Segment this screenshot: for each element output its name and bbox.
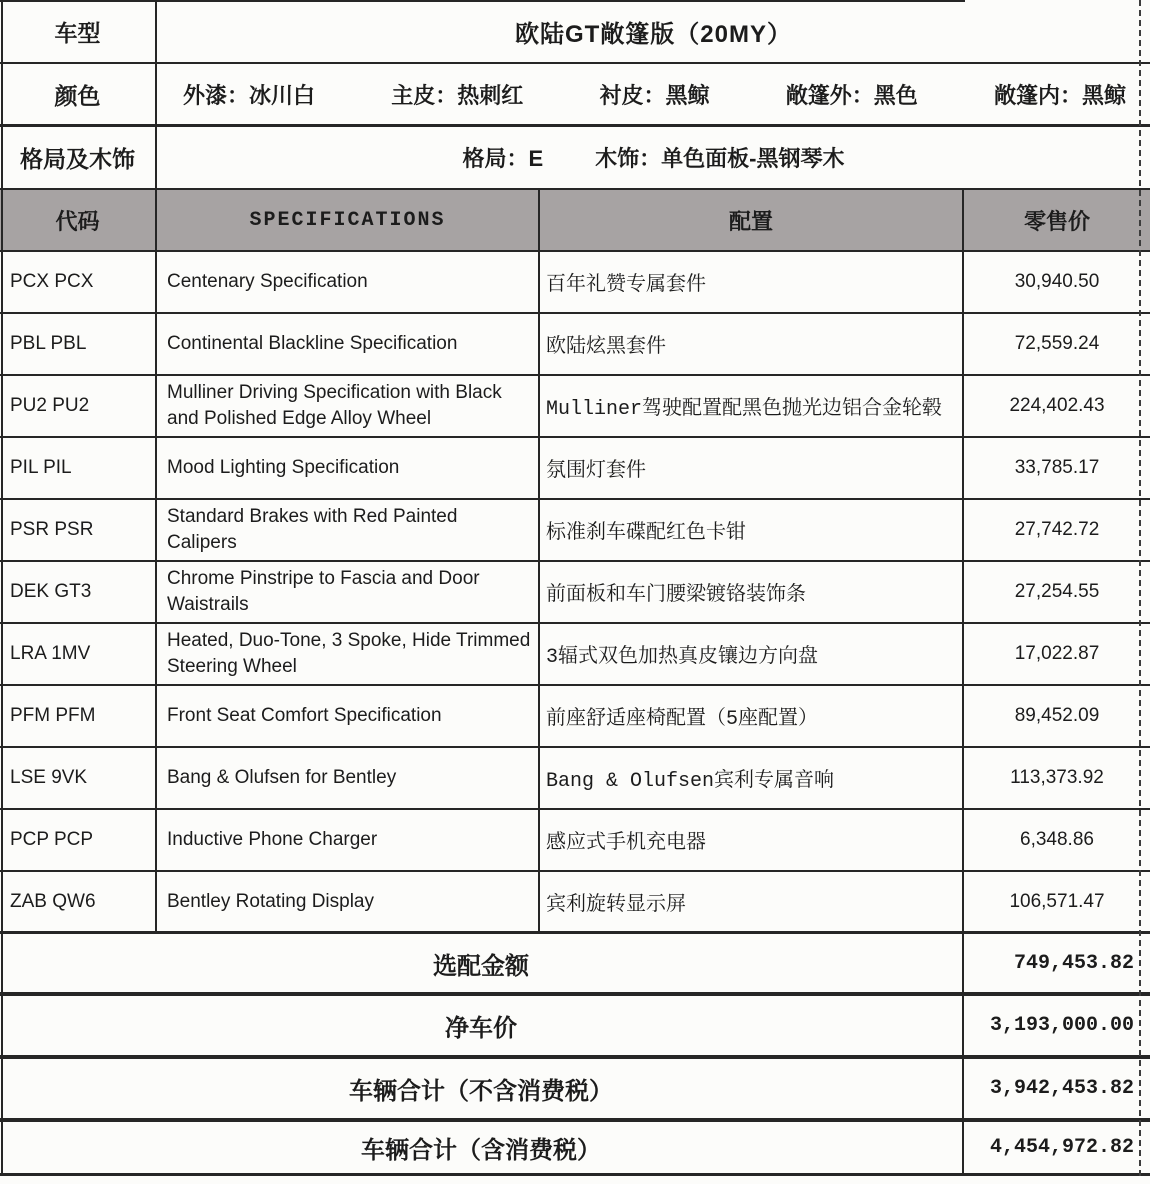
option-code: PIL PIL: [0, 438, 157, 498]
summary-row-options-total: [0, 934, 1150, 996]
option-price: 224,402.43: [1009, 395, 1105, 416]
option-row: [0, 872, 1150, 934]
option-code: PBL PBL: [0, 314, 157, 374]
header-retail-price: 零售价: [1023, 208, 1090, 234]
option-spec: Front Seat Comfort Specification: [157, 686, 540, 746]
option-row: [0, 500, 1150, 562]
color-values: [157, 64, 1150, 124]
summary-value: 749,453.82: [1013, 951, 1134, 975]
option-code: PFM PFM: [0, 686, 157, 746]
model-row: [0, 0, 1150, 64]
option-code: LSE 9VK: [0, 748, 157, 808]
summary-value: 3,193,000.00: [989, 1014, 1134, 1037]
color-item-main-hide: 主皮：热刺红: [391, 82, 524, 108]
print-area-dashed-boundary: [1139, 0, 1141, 1176]
model-label: 车型: [0, 0, 157, 62]
color-item-hood-exterior: 敞篷外：黑色: [785, 82, 918, 108]
color-item-secondary-hide: 衬皮：黑鲸: [599, 82, 710, 108]
option-spec: Continental Blackline Specification: [157, 314, 540, 374]
option-config: Mulliner驾驶配置配黑色抛光边铝合金轮毂: [540, 376, 964, 436]
summary-label: 车辆合计（不含消费税）: [0, 1059, 964, 1118]
option-price: 27,742.72: [1014, 519, 1100, 540]
option-spec: Inductive Phone Charger: [157, 810, 540, 870]
option-code: ZAB QW6: [0, 872, 157, 931]
option-code: PCX PCX: [0, 252, 157, 312]
layout-item-config: 格局：E: [462, 146, 544, 171]
summary-label: 选配金额: [0, 934, 964, 992]
option-code: LRA 1MV: [0, 624, 157, 684]
header-config: 配置: [540, 190, 964, 250]
option-row: [0, 438, 1150, 500]
option-price: 27,254.55: [1014, 581, 1100, 602]
option-row: [0, 748, 1150, 810]
option-spec: Standard Brakes with Red Painted Calipers: [157, 500, 540, 560]
table-top-border: [0, 0, 965, 2]
option-config: 3辐式双色加热真皮镶边方向盘: [540, 624, 964, 684]
option-config: 感应式手机充电器: [540, 810, 964, 870]
option-code: PCP PCP: [0, 810, 157, 870]
option-price: 17,022.87: [1014, 643, 1100, 664]
summary-label: 净车价: [0, 996, 964, 1055]
summary-value: 3,942,453.82: [989, 1077, 1134, 1100]
model-value: 欧陆GT敞篷版（20MY）: [514, 20, 793, 48]
header-code: 代码: [0, 190, 157, 250]
option-spec: Heated, Duo-Tone, 3 Spoke, Hide Trimmed Steering Wheel: [157, 624, 540, 684]
summary-row-total-incl-tax: [0, 1122, 1150, 1176]
option-price: 72,559.24: [1014, 333, 1100, 354]
option-row: [0, 314, 1150, 376]
option-row: [0, 376, 1150, 438]
option-spec: Chrome Pinstripe to Fascia and Door Waistrails: [157, 562, 540, 622]
option-row: [0, 252, 1150, 314]
color-item-hood-interior: 敞篷内：黑鲸: [993, 82, 1126, 108]
option-price: 33,785.17: [1014, 457, 1100, 478]
option-code: DEK GT3: [0, 562, 157, 622]
option-row: [0, 562, 1150, 624]
color-row: [0, 64, 1150, 127]
option-config: 宾利旋转显示屏: [540, 872, 964, 931]
layout-row: [0, 127, 1150, 190]
option-code: PSR PSR: [0, 500, 157, 560]
option-price: 106,571.47: [1009, 890, 1105, 912]
option-config: 标准刹车碟配红色卡钳: [540, 500, 964, 560]
layout-label: 格局及木饰: [0, 127, 157, 188]
table-left-border: [1, 0, 3, 1176]
summary-value: 4,454,972.82: [989, 1136, 1134, 1159]
option-price: 89,452.09: [1014, 705, 1100, 726]
option-config: 欧陆炫黑套件: [540, 314, 964, 374]
option-spec: Mood Lighting Specification: [157, 438, 540, 498]
option-price: 30,940.50: [1014, 271, 1100, 292]
color-label: 颜色: [0, 64, 157, 124]
option-spec: Bang & Olufsen for Bentley: [157, 748, 540, 808]
option-code: PU2 PU2: [0, 376, 157, 436]
option-row: [0, 686, 1150, 748]
option-spec: Bentley Rotating Display: [157, 872, 540, 931]
table-header-row: [0, 190, 1150, 252]
summary-label: 车辆合计（含消费税）: [0, 1122, 964, 1173]
layout-values: [157, 127, 1150, 188]
option-row: [0, 810, 1150, 872]
summary-row-net-price: [0, 996, 1150, 1059]
option-config: 前座舒适座椅配置（5座配置）: [540, 686, 964, 746]
option-config: 氛围灯套件: [540, 438, 964, 498]
option-row: [0, 624, 1150, 686]
color-item-exterior: 外漆：冰川白: [183, 82, 316, 108]
option-config: Bang & Olufsen宾利专属音响: [540, 748, 964, 808]
option-spec: Centenary Specification: [157, 252, 540, 312]
summary-row-total-excl-tax: [0, 1059, 1150, 1122]
option-price: 113,373.92: [1010, 767, 1104, 788]
layout-item-veneer: 木饰：单色面板-黑钢琴木: [595, 146, 845, 171]
option-config: 百年礼赞专属套件: [540, 252, 964, 312]
header-specifications: SPECIFICATIONS: [157, 190, 540, 250]
option-price: 6,348.86: [1020, 829, 1094, 850]
option-config: 前面板和车门腰梁镀铬装饰条: [540, 562, 964, 622]
option-spec: Mulliner Driving Specification with Black and Polished Edge Alloy Wheel: [157, 376, 540, 436]
